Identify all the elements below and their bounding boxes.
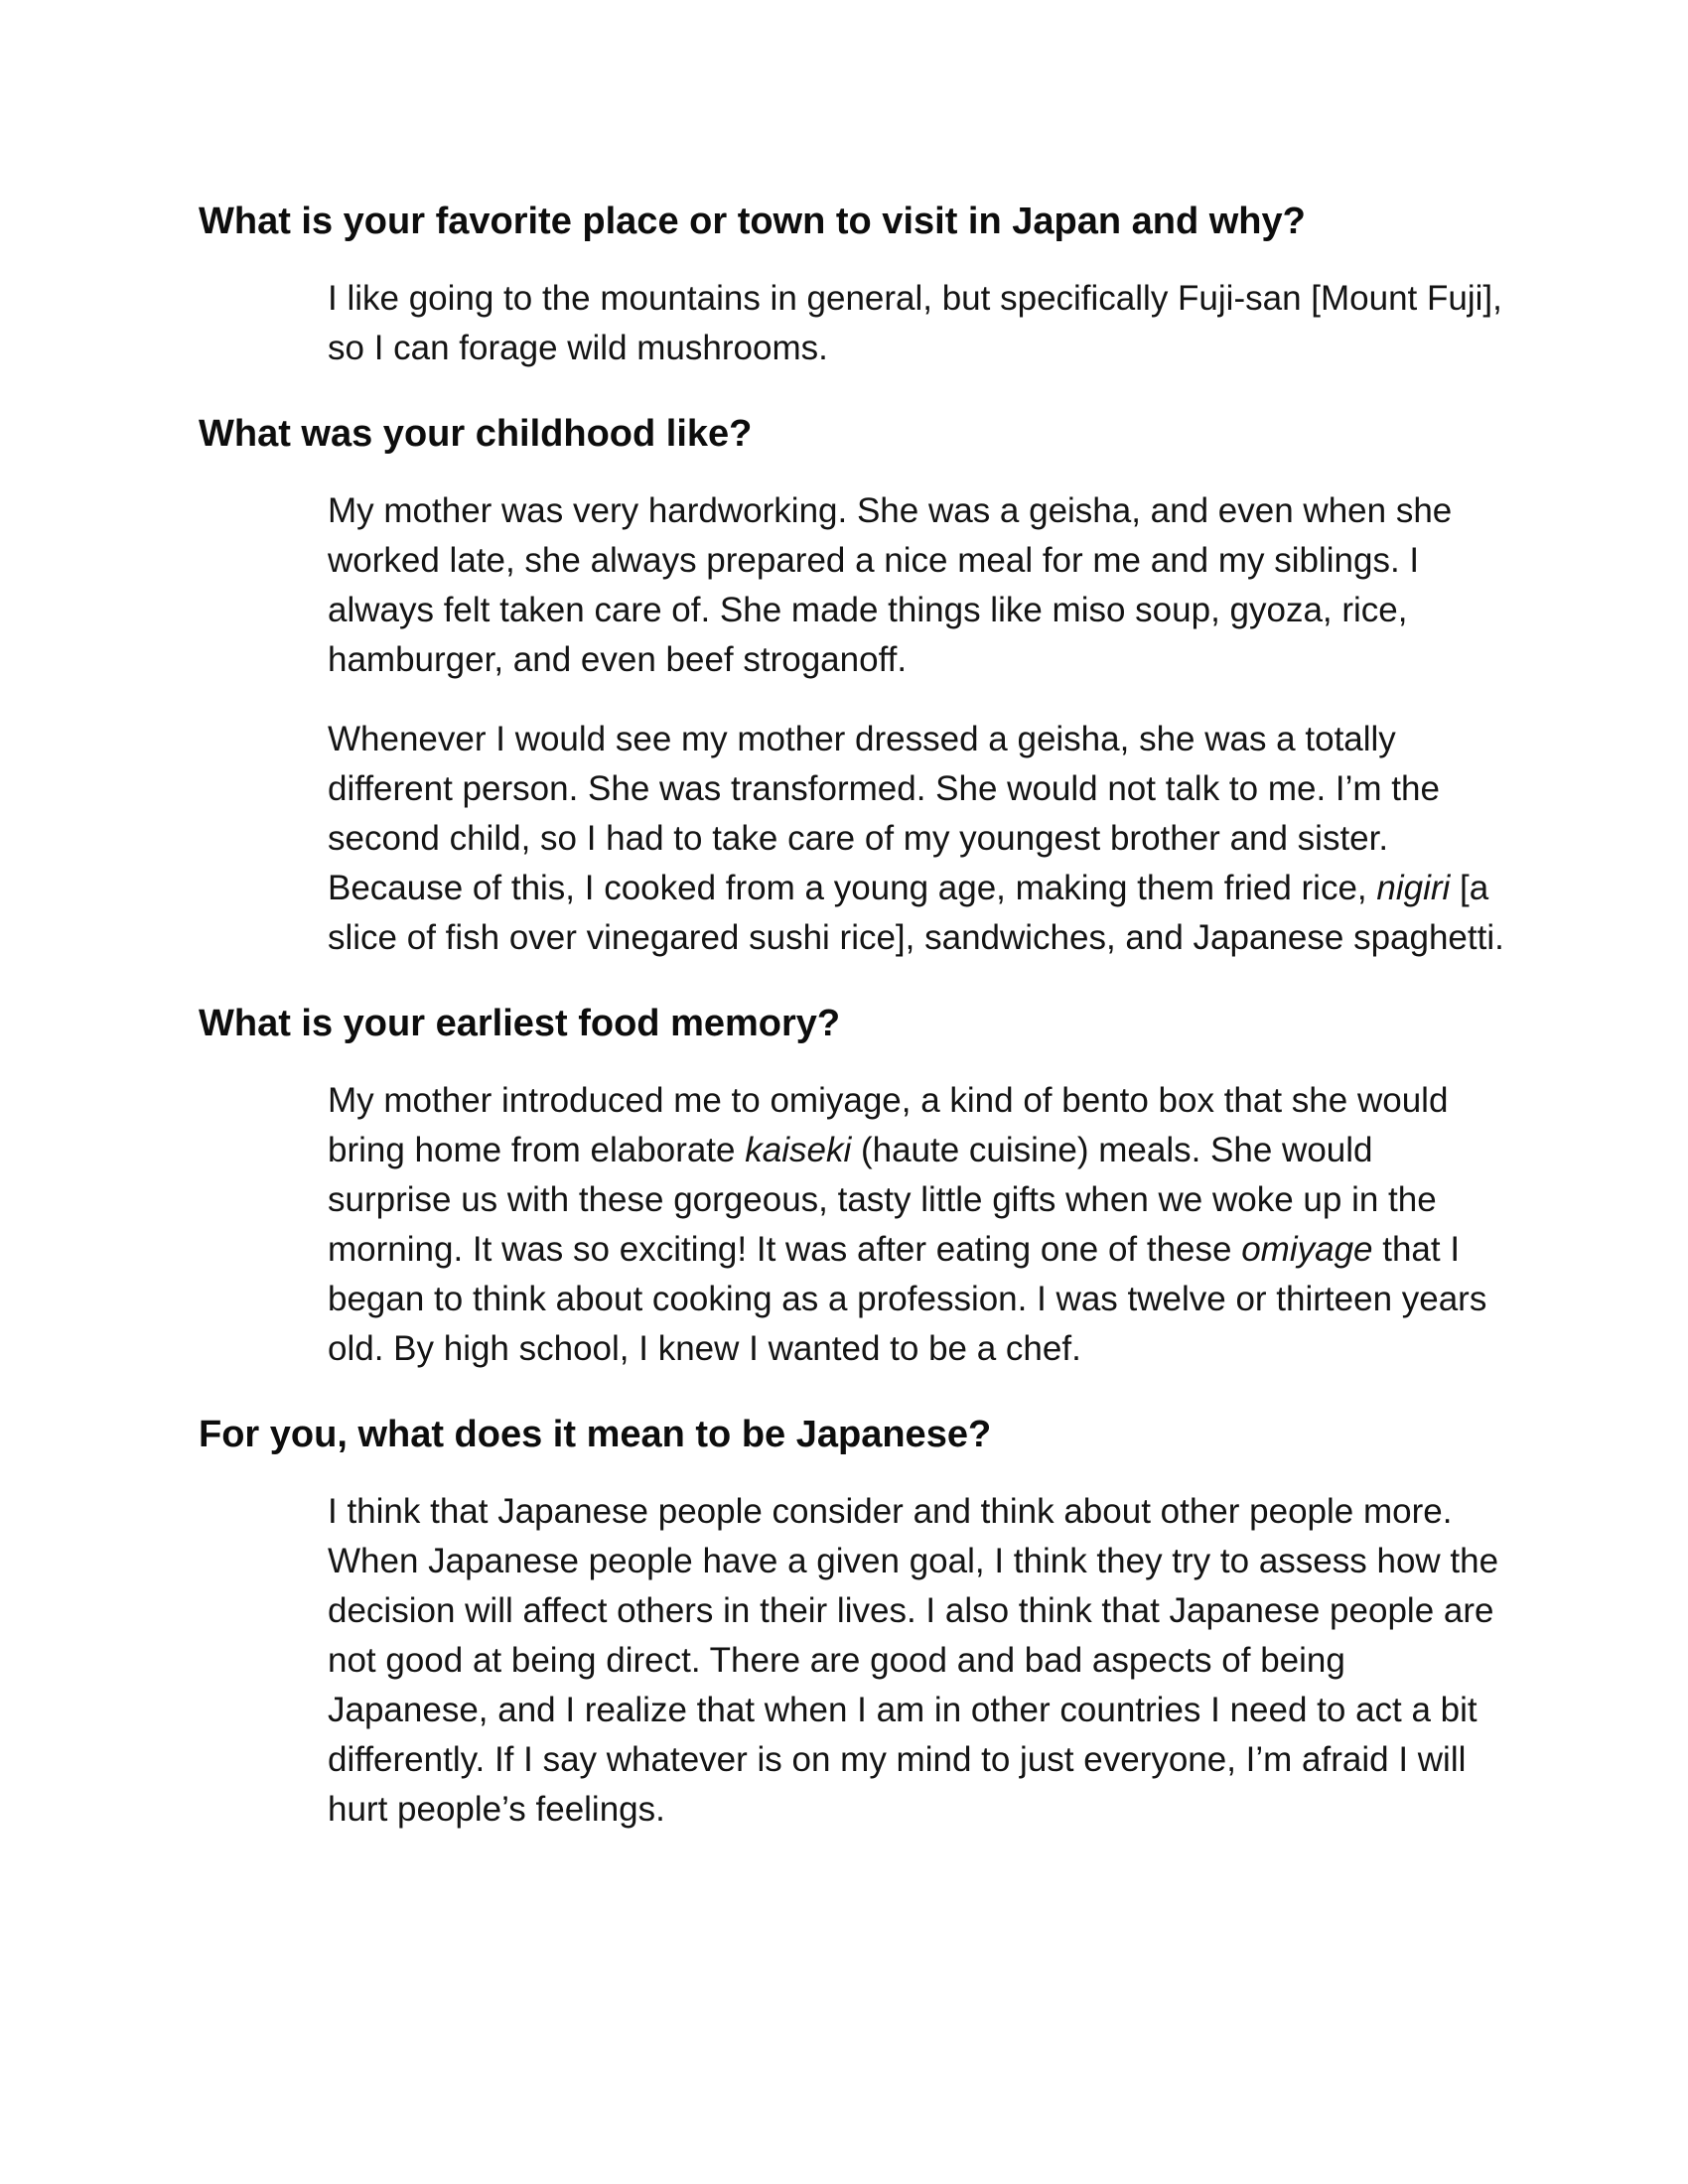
question-heading: For you, what does it mean to be Japanese? (199, 1414, 992, 1455)
question-heading: What is your earliest food memory? (199, 1003, 841, 1044)
answer-text: My mother introduced me to omiyage, a kind of bento box that she would bring home from elaborate (328, 1081, 1449, 1169)
answer-text: that I began to think about cooking as a profession. I was twelve or thirteen years old. By high school, I knew I wanted to be a chef. (328, 1230, 1487, 1368)
answer-block (328, 486, 1504, 963)
answer-text: Whenever I would see my mother dressed a geisha, she was a totally different person. She was transformed. She would not talk to me. I’m the second child, so I had to take care of my youngest brother and sister. Because of this, I cooked from a young age, making them fried rice, (328, 720, 1440, 907)
qa-section-favorite-place (199, 197, 1509, 373)
answer-text: I think that Japanese people consider and think about other people more. When Japanese people have a given goal, I think they try to assess how the decision will affect others in their lives. I also think that Japanese people are not good at being direct. There are good and bad aspects of being Japanese, and I realize that when I am in other countries I need to act a bit differently. If I say whatever is on my mind to just everyone, I’m afraid I will hurt people’s feelings. (328, 1492, 1499, 1829)
qa-section-being-japanese (199, 1410, 1509, 1835)
answer-paragraph (328, 1076, 1504, 1374)
qa-section-earliest-food-memory (199, 999, 1509, 1374)
document-page (199, 197, 1509, 1870)
question-heading: What is your favorite place or town to visit in Japan and why? (199, 201, 1306, 242)
answer-paragraph (328, 486, 1504, 685)
answer-text: I like going to the mountains in general, but specifically Fuji-san [Mount Fuji], so I can forage wild mushrooms. (328, 279, 1502, 367)
answer-block (328, 1076, 1504, 1374)
answer-paragraph (328, 1487, 1504, 1835)
answer-text: (haute cuisine) meals. She would surprise us with these gorgeous, tasty little gifts when we woke up in the morning. It was so exciting! It was after eating one of these (328, 1131, 1437, 1269)
answer-paragraph (328, 715, 1504, 963)
qa-section-childhood (199, 409, 1509, 963)
answer-paragraph (328, 274, 1504, 373)
italic-term: omiyage (1241, 1230, 1373, 1269)
answer-text: My mother was very hardworking. She was a geisha, and even when she worked late, she always prepared a nice meal for me and my siblings. I always felt taken care of. She made things like miso soup, gyoza, rice, hamburger, and even beef stroganoff. (328, 491, 1453, 679)
answer-block (328, 274, 1504, 373)
answer-text: [a slice of fish over vinegared sushi rice], sandwiches, and Japanese spaghetti. (328, 869, 1504, 957)
question-heading: What was your childhood like? (199, 413, 753, 455)
italic-term: kaiseki (745, 1131, 852, 1169)
italic-term: nigiri (1376, 869, 1451, 907)
answer-block (328, 1487, 1504, 1835)
